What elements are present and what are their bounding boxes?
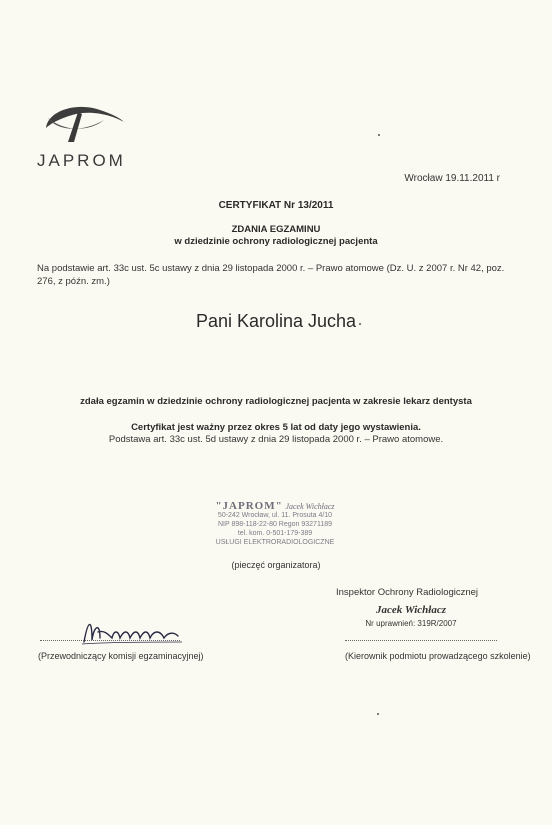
exam-heading: ZDANIA EGZAMINU [231, 224, 321, 235]
paper-speck [359, 323, 361, 325]
stamp-ids: NIP 898-118-22-80 Regon 93271189 [217, 521, 333, 528]
inspector-name: Jacek Wichłacz [376, 604, 446, 616]
exam-result: zdała egzamin w dziedzinie ochrony radiologicznej pacjenta w zakresie lekarz dentysta [80, 396, 472, 407]
chair-label: (Przewodniczący komisji egzaminacyjnej) [38, 651, 204, 661]
stamp-address: 50-242 Wrocław, ul. 11. Prosuta 4/10 [217, 512, 333, 519]
stamp-company: "JAPROM" [215, 500, 283, 512]
certificate-number: CERTYFIKAT Nr 13/2011 [218, 200, 334, 211]
stamp-owner: Jacek Wichłacz [285, 502, 335, 511]
organizer-stamp [200, 502, 350, 547]
place-date: Wrocław 19.11.2011 r [404, 173, 500, 184]
stamp-header [200, 502, 350, 511]
chair-signature-line [40, 640, 180, 641]
legal-basis: Na podstawie art. 33c ust. 5c ustawy z dnia 29 listopada 2000 r. – Prawo atomowe (Dz. U. z 2007 r. Nr 42, poz. 276, z późn. zm.) [37, 263, 505, 287]
recipient-name: Pani Karolina Jucha [195, 311, 357, 331]
inspector-title: Inspektor Ochrony Radiologicznej [336, 587, 479, 598]
inspector-license: Nr uprawnień: 319R/2007 [365, 619, 457, 628]
stamp-phone: tel. kom. 0-501-179-389 [237, 530, 313, 537]
exam-field: w dziedzinie ochrony radiologicznej pacjenta [174, 236, 378, 247]
logo-text: JAPROM [37, 151, 126, 170]
paper-speck [377, 713, 379, 715]
paper-speck [378, 134, 380, 136]
japrom-logo-icon [38, 98, 128, 148]
head-label: (Kierownik podmiotu prowadzącego szkolenie) [345, 651, 531, 661]
validity-statement: Certyfikat jest ważny przez okres 5 lat od daty jego wystawienia. [131, 422, 421, 433]
stamp-label: (pieczęć organizatora) [231, 560, 321, 570]
stamp-services: USŁUGI ELEKTRORADIOLOGICZNE [215, 539, 335, 546]
handwritten-signature-icon [78, 612, 188, 652]
head-signature-line [345, 640, 497, 641]
validity-basis: Podstawa art. 33c ust. 5d ustawy z dnia 29 listopada 2000 r. – Prawo atomowe. [108, 434, 444, 445]
